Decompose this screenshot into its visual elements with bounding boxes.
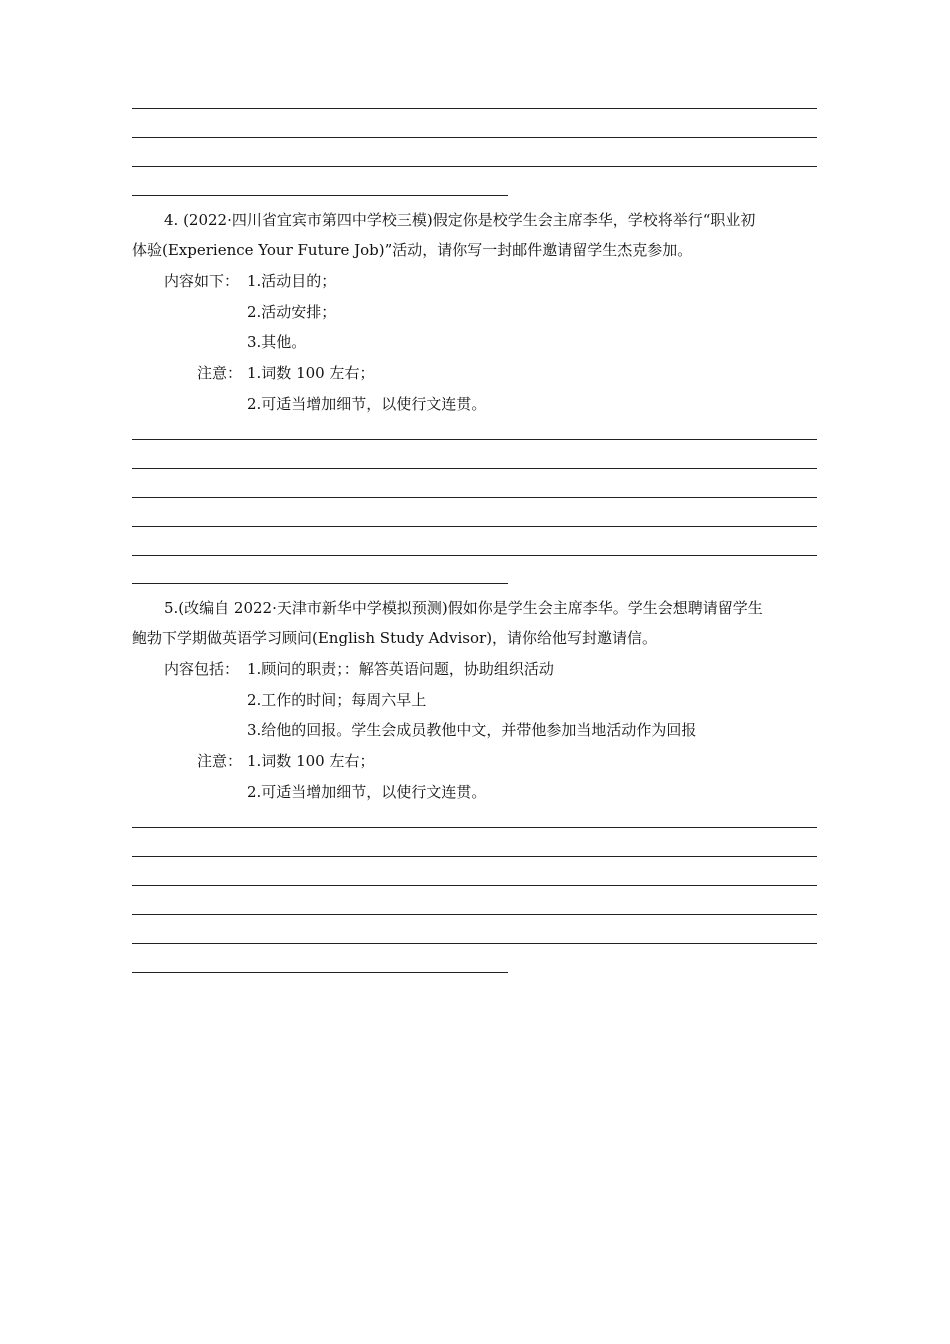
q5-prompt-line1: 5.(改编自 2022·天津市新华中学模拟预测)假如你是学生会主席李华。学生会想聘请留学生 <box>164 599 763 617</box>
q5-content-item: 1.顾问的职责；：解答英语问题，协助组织活动 <box>247 660 554 678</box>
answer-line <box>132 137 817 138</box>
q4-note-label: 注意： <box>197 364 243 382</box>
answer-line <box>132 497 817 498</box>
q5-content-label: 内容包括： <box>164 660 240 678</box>
answer-line <box>132 856 817 857</box>
q5-note-item: 1.词数 100 左右； <box>247 752 375 770</box>
answer-line <box>132 914 817 915</box>
q4-content-item: 2.活动安排； <box>247 303 337 321</box>
answer-line <box>132 468 817 469</box>
q5-note-label: 注意： <box>197 752 243 770</box>
q4-note-item: 2.可适当增加细节，以使行文连贯。 <box>247 395 487 413</box>
answer-line <box>132 166 817 167</box>
q5-prompt-line2: 鲍勃下学期做英语学习顾问(English Study Advisor)，请你给他写封邀请信。 <box>132 629 658 647</box>
q4-content-label: 内容如下： <box>164 272 240 290</box>
answer-line <box>132 972 508 973</box>
answer-line <box>132 583 508 584</box>
q5-note-item: 2.可适当增加细节，以使行文连贯。 <box>247 783 487 801</box>
answer-line <box>132 555 817 556</box>
q4-prompt-line2: 体验(Experience Your Future Job)”活动，请你写一封邮件邀请留学生杰克参加。 <box>132 241 693 259</box>
q4-prompt-line1: 4. (2022·四川省宜宾市第四中学校三模)假定你是校学生会主席李华，学校将举行“职业初 <box>164 211 756 229</box>
q5-content-item: 2.工作的时间；每周六早上 <box>247 691 427 709</box>
answer-line <box>132 943 817 944</box>
answer-line <box>132 526 817 527</box>
q5-content-item: 3.给他的回报。学生会成员教他中文，并带他参加当地活动作为回报 <box>247 721 697 739</box>
answer-line <box>132 827 817 828</box>
q4-content-item: 1.活动目的； <box>247 272 337 290</box>
answer-line <box>132 195 508 196</box>
answer-line <box>132 885 817 886</box>
q4-note-item: 1.词数 100 左右； <box>247 364 375 382</box>
q4-content-item: 3.其他。 <box>247 333 307 351</box>
answer-line <box>132 439 817 440</box>
answer-line <box>132 108 817 109</box>
